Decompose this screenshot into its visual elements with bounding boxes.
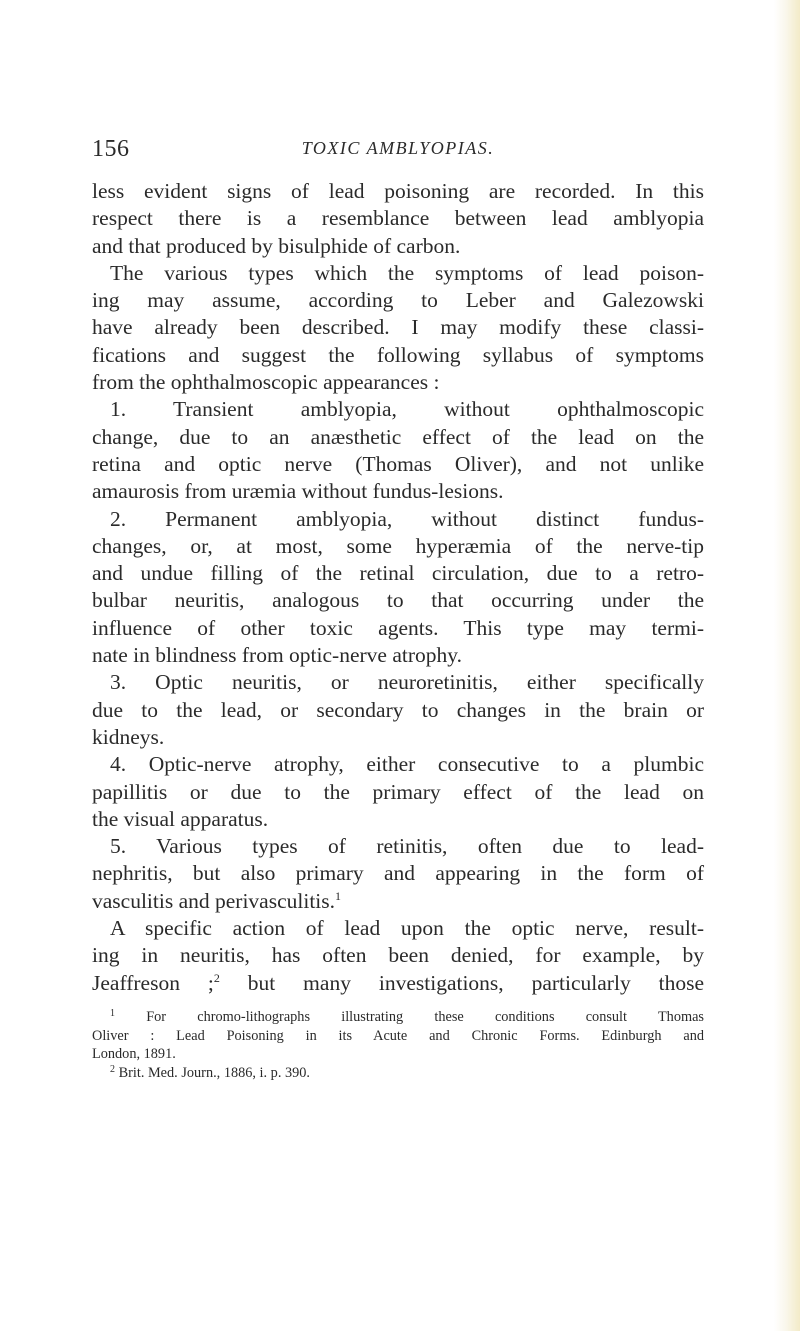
text-line: influence of other toxic agents. This type may termi-	[92, 615, 704, 640]
text-line: the visual apparatus.	[92, 806, 269, 831]
text-line: ing may assume, according to Leber and Galezowski	[92, 288, 704, 313]
running-head: TOXIC AMBLYOPIAS.	[301, 138, 495, 158]
footnote-1	[92, 1008, 704, 1027]
text-fragment: vasculitis and perivasculitis.	[92, 888, 336, 913]
text-line: nate in blindness from optic-nerve atrophy.	[92, 643, 462, 668]
text-line: have already been described. I may modify these classi-	[92, 315, 704, 340]
text-line: and that produced by bisulphide of carbon.	[92, 233, 461, 258]
text-fragment: but many investigations, particularly those	[219, 970, 704, 995]
text-line: respect there is a resemblance between lead amblyopia	[92, 206, 704, 231]
text-line: from the ophthalmoscopic appearances :	[92, 370, 440, 395]
text-line: 1. Transient amblyopia, without ophthalmoscopic	[110, 397, 704, 422]
page-edge-shading	[774, 0, 800, 1331]
footnotes	[92, 1008, 704, 1082]
text-line: The various types which the symptoms of lead poison-	[110, 260, 704, 285]
text-line: fications and suggest the following syllabus of symptoms	[92, 342, 704, 367]
text-line: bulbar neuritis, analogous to that occurring under the	[92, 588, 704, 613]
text-line: 2. Permanent amblyopia, without distinct fundus-	[110, 506, 704, 531]
text-line: papillitis or due to the primary effect of the lead on	[92, 779, 704, 804]
page-number: 156	[92, 136, 130, 162]
text-line: 5. Various types of retinitis, often due to lead-	[110, 834, 704, 859]
footnote-mark-2: 2	[110, 1063, 115, 1075]
footnote-text: London, 1891.	[92, 1046, 176, 1062]
footnote-text: Brit. Med. Journ., 1886, i. p. 390.	[118, 1064, 310, 1081]
text-line	[92, 970, 704, 997]
text-line	[92, 888, 704, 915]
footnote-mark-1: 1	[110, 1008, 115, 1019]
body-text	[92, 178, 704, 997]
text-line: nephritis, but also primary and appearing in the form of	[92, 861, 704, 886]
text-line: 4. Optic-nerve atrophy, either consecutive to a plumbic	[110, 752, 704, 777]
text-line: change, due to an anæsthetic effect of the lead on the	[92, 424, 704, 449]
text-line: and undue filling of the retinal circulation, due to a retro-	[92, 561, 704, 586]
footnote-text: Oliver : Lead Poisoning in its Acute and Chronic Forms. Edinburgh and	[92, 1027, 704, 1044]
footnote-ref-2: 2	[213, 970, 220, 985]
text-line: retina and optic nerve (Thomas Oliver), and not unlike	[92, 451, 704, 476]
footnote-text: For chromo-lithographs illustrating these conditions consult Thomas	[146, 1009, 705, 1025]
text-line: A specific action of lead upon the optic nerve, result-	[110, 916, 704, 941]
text-line: changes, or, at most, some hyperæmia of the nerve-tip	[92, 533, 704, 558]
text-fragment: Jeaffreson ;	[92, 970, 214, 995]
text-line: less evident signs of lead poisoning are recorded. In this	[92, 179, 704, 203]
text-line: 3. Optic neuritis, or neuroretinitis, either specifically	[110, 670, 704, 695]
text-line: due to the lead, or secondary to changes in the brain or	[92, 697, 704, 722]
footnote-ref-1: 1	[335, 888, 342, 903]
text-line: amaurosis from uræmia without fundus-lesions.	[92, 479, 504, 504]
footnote-2	[92, 1064, 704, 1083]
text-line: ing in neuritis, has often been denied, for example, by	[92, 943, 704, 968]
text-line: kidneys.	[92, 724, 165, 749]
page-header	[92, 136, 704, 166]
